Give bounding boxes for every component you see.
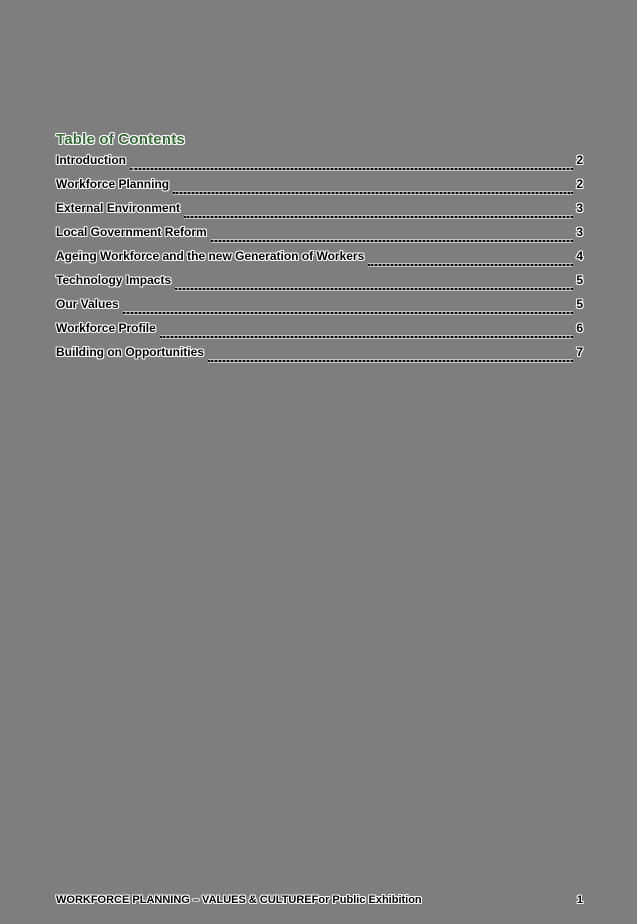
toc-page-number: 6 xyxy=(576,321,583,335)
toc-entry-external-environment[interactable] xyxy=(56,201,583,225)
dot-leader xyxy=(123,312,574,314)
dot-leader xyxy=(208,360,573,362)
dot-leader xyxy=(175,288,573,290)
toc-entry-label: Building on Opportunities xyxy=(56,345,204,359)
dot-leader xyxy=(130,168,573,170)
toc-page-number: 4 xyxy=(576,249,583,263)
toc-page-number: 7 xyxy=(576,345,583,359)
toc-entry-label: Workforce Planning xyxy=(56,177,170,191)
toc-entry-our-values[interactable] xyxy=(56,297,583,321)
dot-leader xyxy=(211,240,574,242)
footer-text xyxy=(56,894,422,906)
toc-entry-label: Local Government Reform xyxy=(56,225,207,239)
table-of-contents xyxy=(56,131,583,369)
toc-page-number: 2 xyxy=(576,153,583,167)
toc-heading: Table of Contents xyxy=(56,131,185,148)
toc-page-number: 3 xyxy=(576,201,583,215)
toc-entry-introduction[interactable] xyxy=(56,153,583,177)
dot-leader xyxy=(160,336,574,338)
toc-entry-label: Technology Impacts xyxy=(56,273,172,287)
toc-page-number: 5 xyxy=(576,297,583,311)
toc-entry-label: External Environment xyxy=(56,201,181,215)
toc-entry-label: Our Values xyxy=(56,297,119,311)
footer-page-number: 1 xyxy=(576,894,583,906)
footer-exhibition-label: For Public Exhibition xyxy=(311,894,422,906)
dot-leader xyxy=(173,192,573,194)
toc-entry-workforce-profile[interactable] xyxy=(56,321,583,345)
toc-page-number: 2 xyxy=(576,177,583,191)
toc-entry-local-government-reform[interactable] xyxy=(56,225,583,249)
toc-page-number: 5 xyxy=(576,273,583,287)
toc-entry-ageing-workforce[interactable] xyxy=(56,249,583,273)
dot-leader xyxy=(184,216,573,218)
toc-entry-technology-impacts[interactable] xyxy=(56,273,583,297)
page-footer xyxy=(56,894,583,906)
toc-entry-label: Workforce Profile xyxy=(56,321,156,335)
toc-entry-building-on-opportunities[interactable] xyxy=(56,345,583,369)
dot-leader xyxy=(368,264,573,266)
toc-entry-label: Ageing Workforce and the new Generation of Workers xyxy=(56,249,365,263)
footer-document-title: WORKFORCE PLANNING – VALUES & CULTURE xyxy=(56,894,312,906)
toc-entry-workforce-planning[interactable] xyxy=(56,177,583,201)
toc-entry-label: Introduction xyxy=(56,153,126,167)
toc-page-number: 3 xyxy=(576,225,583,239)
